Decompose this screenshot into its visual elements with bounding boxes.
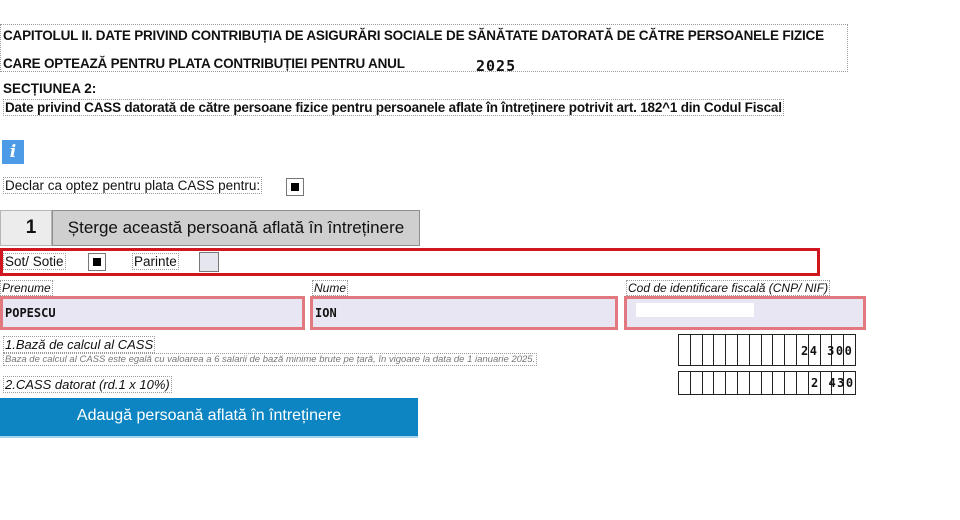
chapter-title-line1: CAPITOLUL II. DATE PRIVIND CONTRIBUȚIA DE ASIGURĂRI SOCIALE DE SĂNĂTATE DATORATĂ DE CĂTRE PERSOANELE FIZICE [3,28,824,43]
spouse-label: Sot/ Sotie [5,254,64,269]
delete-person-button[interactable]: Șterge această persoană aflată în întreținere [52,210,420,246]
baza-label: 1.Bază de calcul al CASS [5,337,154,352]
nume-label: Nume [314,281,347,295]
parent-checkbox[interactable] [199,252,219,272]
person-number: 1 [0,210,52,246]
cnp-redaction [636,303,754,317]
spouse-checkbox[interactable] [88,253,106,271]
parent-label: Parinte [134,254,177,269]
baza-value: 24 300 [801,344,854,358]
chapter-title-line2: CARE OPTEAZĂ PENTRU PLATA CONTRIBUȚIEI PENTRU ANUL [3,56,405,71]
info-icon-button[interactable]: i [2,140,24,164]
cass-label: 2.CASS datorat (rd.1 x 10%) [5,377,170,392]
cnp-label: Cod de identificare fiscală (CNP/ NIF) [628,281,829,295]
add-person-button[interactable]: Adaugă persoană aflată în întreținere [0,398,418,438]
section-description: Date privind CASS datorată de către persoane fizice pentru persoanele aflate în întreținere potrivit art. 182^1 din Codul Fiscal [5,100,782,115]
cass-value: 2 430 [811,376,855,390]
declaration-checkbox[interactable] [286,178,304,196]
nume-input[interactable]: ION [310,296,618,330]
year-value: 2025 [476,57,517,75]
prenume-input[interactable]: POPESCU [0,296,305,330]
baza-note: Baza de calcul al CASS este egală cu valoarea a 6 salarii de bază minime brute pe țară, în vigoare la data de 1 ianuarie 2025. [5,354,536,365]
section-title: SECȚIUNEA 2: [3,81,97,96]
prenume-label: Prenume [2,281,51,295]
declaration-label: Declar ca optez pentru plata CASS pentru: [5,178,261,193]
relation-row [0,248,820,276]
